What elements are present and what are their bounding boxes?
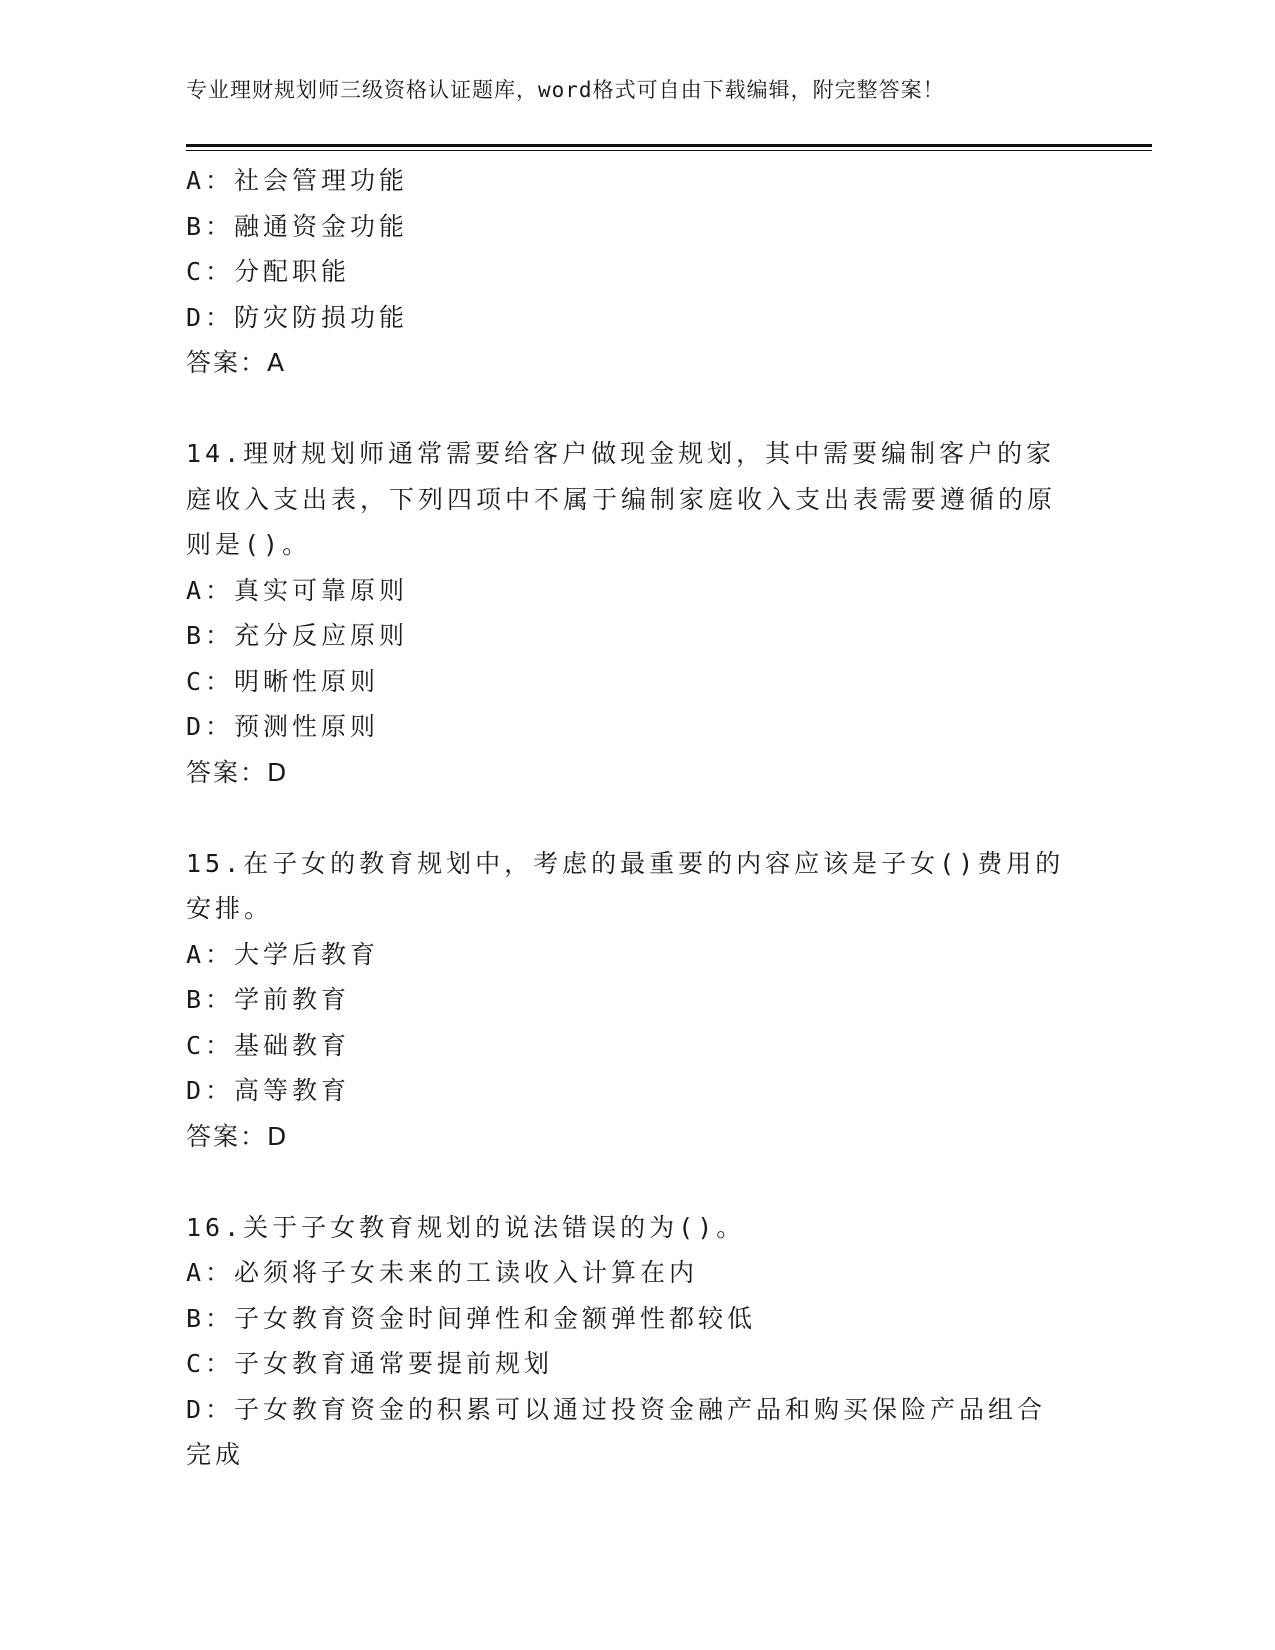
page-header: 专业理财规划师三级资格认证题库，word格式可自由下载编辑，附完整答案！: [186, 78, 945, 102]
question-stem: 15.在子女的教育规划中，考虑的最重要的内容应该是子女()费用的安排。: [186, 848, 1065, 923]
option-c: C：子女教育通常要提前规划: [186, 1349, 554, 1378]
option-a: A：大学后教育: [186, 939, 380, 969]
option-c: C：基础教育: [186, 1030, 351, 1060]
spacer: [186, 386, 1066, 432]
option-b: B：子女教育资金时间弹性和金额弹性都较低: [186, 1303, 757, 1333]
question-15: [186, 841, 1066, 1160]
question-14: [186, 431, 1066, 795]
option-d: D：子女教育资金的积累可以通过投资金融产品和购买保险产品组合完成: [186, 1394, 1047, 1469]
prev-question-block: [186, 158, 1066, 386]
answer-line: 答案：D: [186, 757, 289, 787]
option-a: A：真实可靠原则: [186, 575, 409, 605]
header-rule-thick: [186, 144, 1152, 147]
question-content: [186, 158, 1066, 1478]
option-c: C：明晰性原则: [186, 666, 380, 696]
option-c: C：分配职能: [186, 257, 351, 286]
answer-line: 答案：D: [186, 1121, 289, 1151]
question-stem: 14.理财规划师通常需要给客户做现金规划，其中需要编制客户的家庭收入支出表，下列四项中不属于编制家庭收入支出表需要遵循的原则是()。: [186, 439, 1057, 559]
option-b: B：充分反应原则: [186, 621, 409, 650]
option-d: D：预测性原则: [186, 712, 380, 741]
question-stem: 16.关于子女教育规划的说法错误的为()。: [186, 1212, 746, 1242]
option-a: A：必须将子女未来的工读收入计算在内: [186, 1258, 699, 1287]
option-d: D：高等教育: [186, 1076, 351, 1105]
spacer: [186, 795, 1066, 841]
header-rule-thin: [186, 150, 1152, 151]
spacer: [186, 1159, 1066, 1205]
answer-line: 答案：A: [186, 348, 287, 377]
option-b: B：融通资金功能: [186, 211, 409, 241]
option-a: A：社会管理功能: [186, 166, 409, 195]
option-d: D：防灾防损功能: [186, 302, 409, 332]
question-16: [186, 1205, 1066, 1478]
option-b: B：学前教育: [186, 985, 351, 1014]
